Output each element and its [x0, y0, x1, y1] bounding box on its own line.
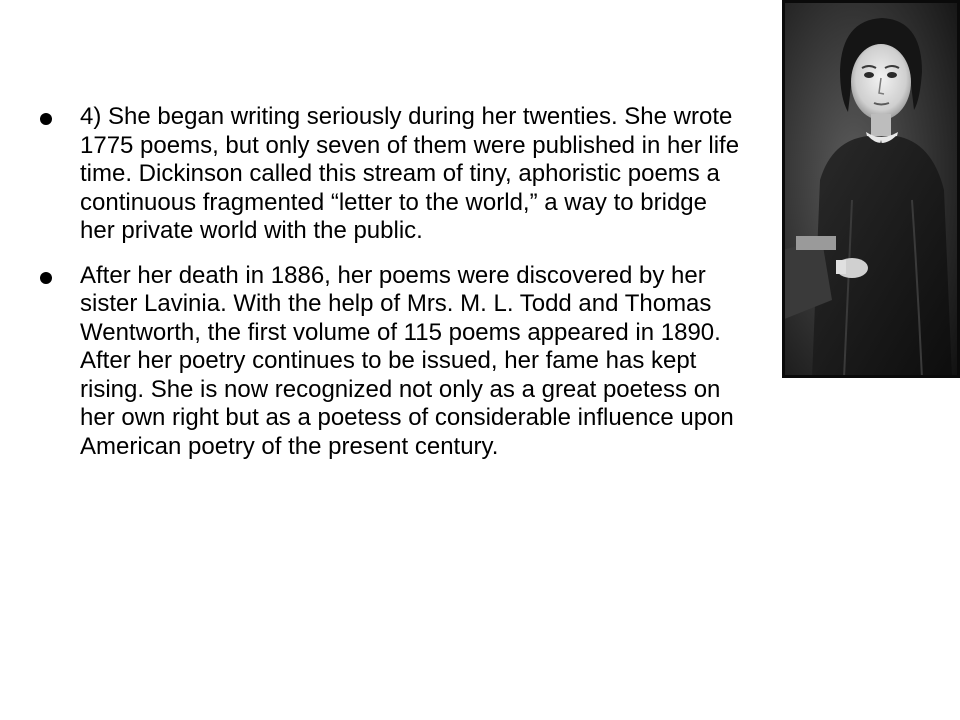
bullet-dot-icon [40, 113, 52, 125]
bullet-item [40, 103, 745, 246]
bullet-item [40, 262, 745, 462]
bullet-list [40, 103, 745, 477]
bullet-text: After her death in 1886, her poems were discovered by her sister Lavinia. With the help of Mrs. M. L. Todd and Thomas Wentworth, the first volume of 115 poems appeared in 1890. After her poetry continues to be issued, her fame has kept rising. She is now recognized not only as a great poetess on her own right but as a poetess of considerable influence upon American poetry of the present century. [80, 261, 734, 460]
portrait-photo-icon [782, 0, 960, 378]
bullet-text: 4) She began writing seriously during her twenties. She wrote 1775 poems, but only seven of them were published in her life time. Dickinson called this stream of tiny, aphoristic poems a continuous fragmented “letter to the world,” a way to bridge her private world with the public. [80, 103, 740, 244]
bullet-dot-icon [40, 272, 52, 284]
